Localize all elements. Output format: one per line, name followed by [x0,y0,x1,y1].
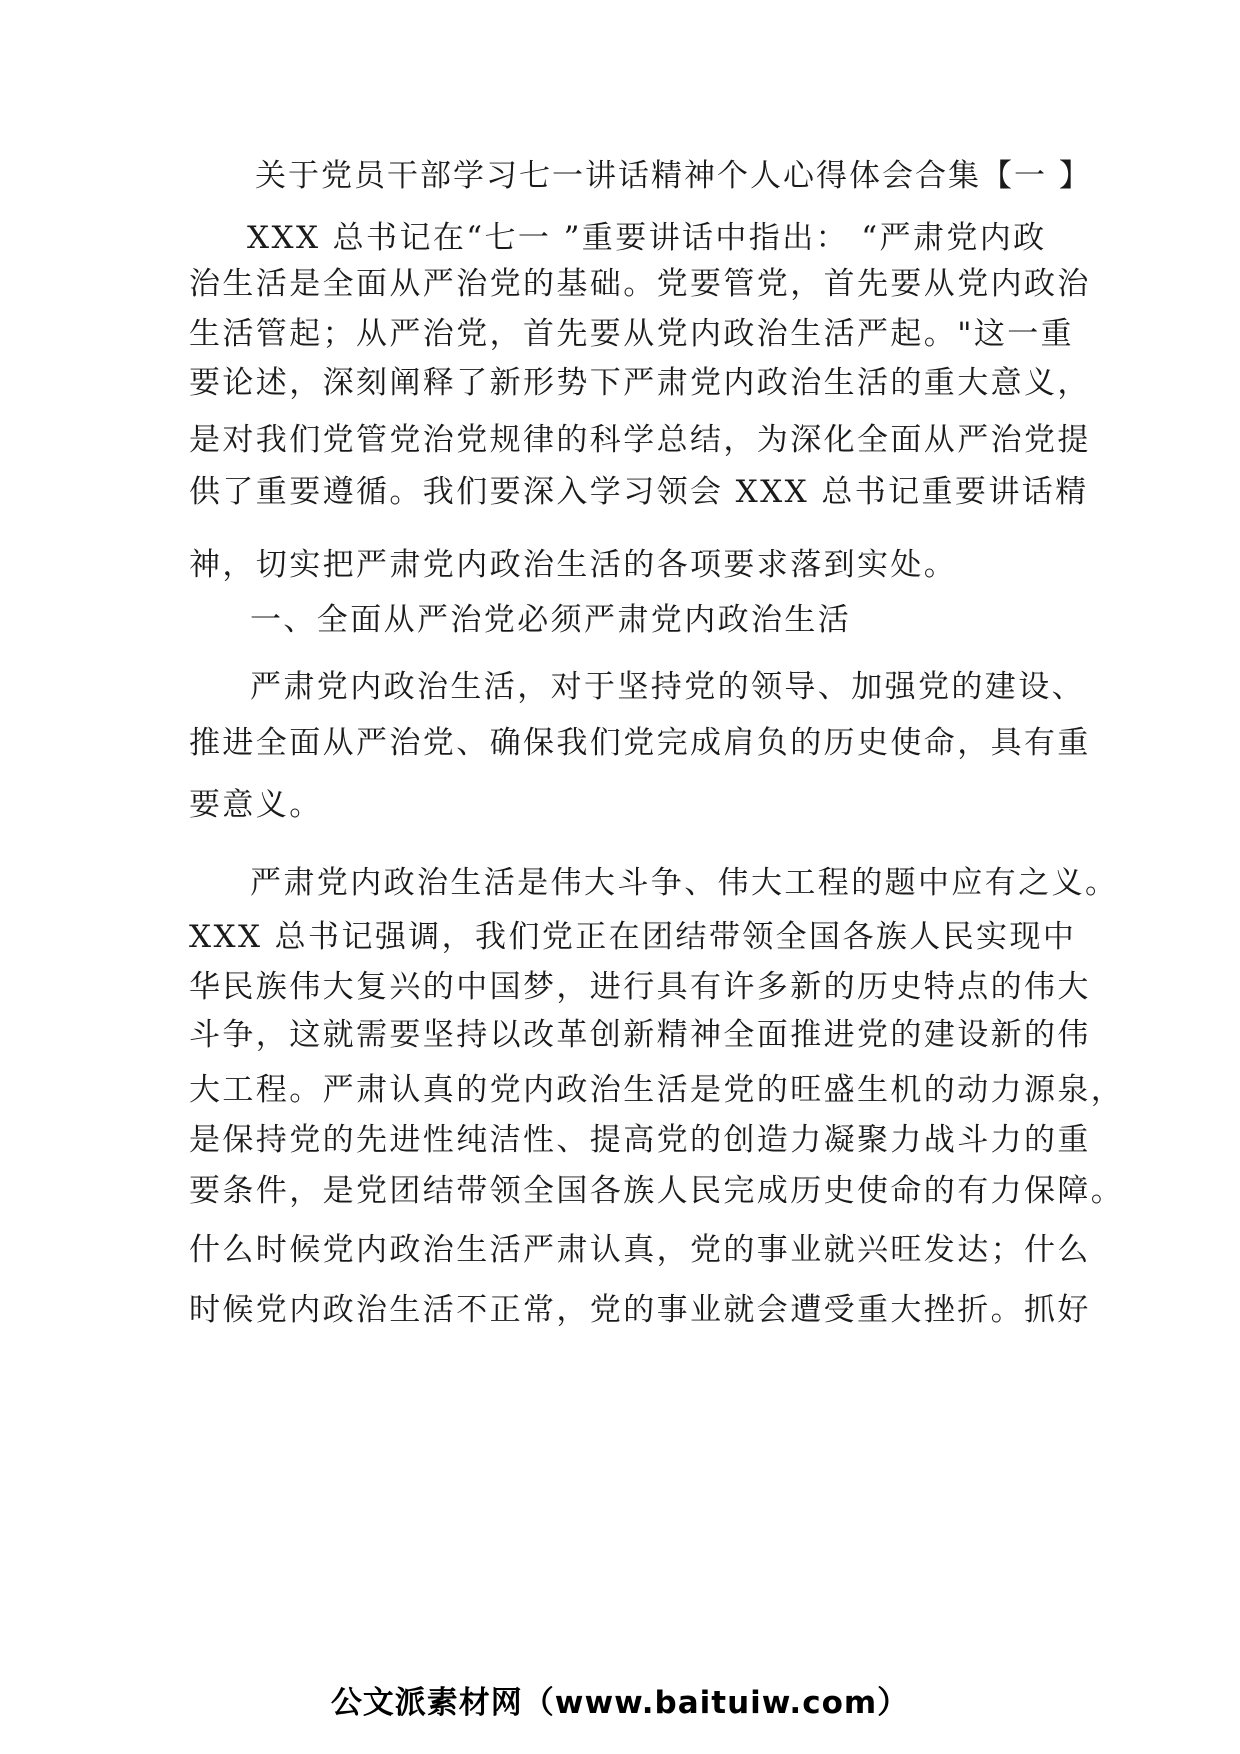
body-line: 时候党内政治生活不正常，党的事业就会遭受重大挫折。抓好 [189,1292,1091,1328]
document-title: 关于党员干部学习七一讲话精神个人心得体会合集【一 】 [255,158,1092,194]
body-line: 生活管起；从严治党，首先要从党内政治生活严起。"这一重 [189,316,1075,352]
body-line: 要论述，深刻阐释了新形势下严肃党内政治生活的重大意义， [189,365,1091,401]
body-line: 斗争，这就需要坚持以改革创新精神全面推进党的建设新的伟 [189,1017,1091,1053]
body-line: 供了重要遵循。我们要深入学习领会 XXX 总书记重要讲话精 [189,474,1089,510]
footer-watermark: 公文派素材网（www.baituiw.com） [330,1685,910,1721]
body-line: 要意义。 [189,787,323,823]
body-line: 严肃党内政治生活是伟大斗争、伟大工程的题中应有之义。 [250,865,1119,901]
body-line: 什么时候党内政治生活严肃认真，党的事业就兴旺发达；什么 [189,1232,1091,1268]
body-line: 华民族伟大复兴的中国梦，进行具有许多新的历史特点的伟大 [189,969,1091,1005]
body-line: 严肃党内政治生活，对于坚持党的领导、加强党的建设、 [250,669,1085,705]
body-line: 大工程。严肃认真的党内政治生活是党的旺盛生机的动力源泉， [189,1072,1125,1108]
body-line: 治生活是全面从严治党的基础。党要管党，首先要从党内政治 [189,266,1091,302]
body-line: 推进全面从严治党、确保我们党完成肩负的历史使命，具有重 [189,725,1091,761]
body-line: 是保持党的先进性纯洁性、提高党的创造力凝聚力战斗力的重 [189,1122,1091,1158]
body-line: 神，切实把严肃党内政治生活的各项要求落到实处。 [189,547,958,583]
body-line: 要条件，是党团结带领全国各族人民完成历史使命的有力保障。 [189,1173,1125,1209]
body-line: 是对我们党管党治党规律的科学总结，为深化全面从严治党提 [189,422,1091,458]
section-heading: 一、全面从严治党必须严肃党内政治生活 [250,602,852,638]
body-line: XXX 总书记强调，我们党正在团结带领全国各族人民实现中 [189,919,1077,955]
body-line: XXX 总书记在“七一 ”重要讲话中指出： “严肃党内政 [247,220,1047,256]
